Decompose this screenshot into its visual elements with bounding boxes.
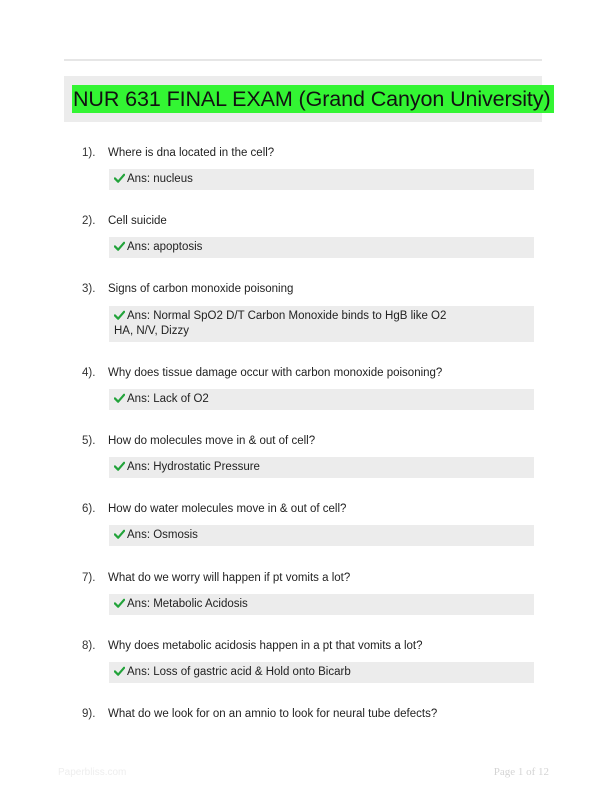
check-icon (114, 461, 125, 471)
answer-text: Ans: Loss of gastric acid & Hold onto Bicarb (127, 666, 351, 678)
question-number: 5). (82, 435, 96, 447)
question-text: Why does metabolic acidosis happen in a pt that vomits a lot? (108, 640, 423, 652)
answer-text-line-2: HA, N/V, Dizzy (114, 325, 189, 337)
answer-text: Ans: nucleus (127, 173, 193, 185)
check-icon (114, 529, 125, 539)
answer-box (109, 662, 534, 683)
answer-text: Ans: Lack of O2 (127, 393, 209, 405)
question-text: How do molecules move in & out of cell? (108, 435, 316, 447)
question-number: 6). (82, 503, 96, 515)
question-text: How do water molecules move in & out of cell? (108, 503, 347, 515)
check-icon (114, 310, 125, 320)
question-number: 8). (82, 640, 96, 652)
check-icon (114, 666, 125, 676)
footer-watermark: Paperbliss.com (58, 767, 127, 778)
check-icon (114, 241, 125, 251)
question-number: 2). (82, 215, 96, 227)
answer-text: Ans: Normal SpO2 D/T Carbon Monoxide binds to HgB like O2 (127, 310, 447, 322)
page-indicator: Page 1 of 12 (493, 766, 549, 778)
answer-box (109, 389, 534, 410)
answer-box (109, 237, 534, 258)
answer-text: Ans: Metabolic Acidosis (127, 598, 248, 610)
check-icon (114, 598, 125, 608)
check-icon (114, 173, 125, 183)
question-number: 9). (82, 708, 96, 720)
title-panel (64, 76, 551, 122)
answer-box (109, 169, 534, 190)
question-text: Where is dna located in the cell? (108, 147, 275, 159)
answer-text: Ans: Hydrostatic Pressure (127, 461, 260, 473)
question-text: Signs of carbon monoxide poisoning (108, 283, 294, 295)
answer-text: Ans: Osmosis (127, 529, 198, 541)
question-number: 3). (82, 283, 96, 295)
question-text: What do we worry will happen if pt vomits a lot? (108, 572, 351, 584)
answer-box (109, 594, 534, 615)
check-icon (114, 393, 125, 403)
answer-box (109, 306, 534, 342)
question-number: 4). (82, 367, 96, 379)
question-text: Cell suicide (108, 215, 167, 227)
top-divider (64, 59, 542, 61)
question-text: What do we look for on an amnio to look for neural tube defects? (108, 708, 438, 720)
answer-box (109, 457, 534, 478)
page-title: NUR 631 FINAL EXAM (Grand Canyon University) (72, 85, 554, 113)
question-number: 1). (82, 147, 96, 159)
question-text: Why does tissue damage occur with carbon monoxide poisoning? (108, 367, 443, 379)
answer-text: Ans: apoptosis (127, 241, 203, 253)
answer-box (109, 525, 534, 546)
question-number: 7). (82, 572, 96, 584)
